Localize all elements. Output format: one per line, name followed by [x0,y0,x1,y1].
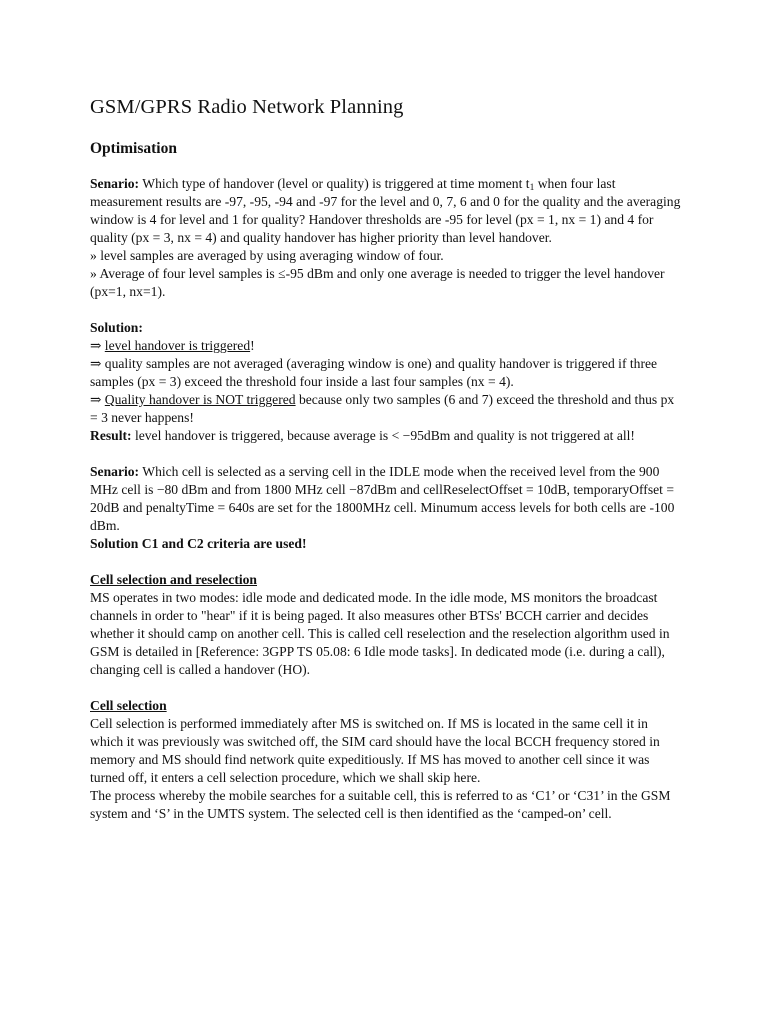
reselection-heading-line [90,571,684,589]
solution-line-3-underlined: Quality handover is NOT triggered [104,392,296,407]
result-text: level handover is triggered, because average is < −95dBm and quality is not triggered at all! [131,428,635,443]
arrow-icon: ⇒ [90,338,105,353]
scenario-1-text-a: Which type of handover (level or quality) is triggered at time moment t [139,176,530,191]
solution-line-3-tail: because only two samples (6 and 7) exceed the threshold and thus px = 3 never happens! [90,392,675,425]
result-label: Result: [90,428,132,443]
scenario-2-question [90,463,684,535]
selection-text-1: Cell selection is performed immediately after MS is switched on. If MS is located in the same cell it in which it was previously was switched off, the SIM card should have the local BCCH frequency stored in memory and MS should find network quite expeditiously. If MS has moved to another cell since it was turned off, it enters a cell selection procedure, which we shall skip here. [90,716,660,785]
selection-heading-line [90,697,684,715]
solution-line-1 [90,337,684,355]
scenario-1-question [90,175,684,247]
scenario-1-subscript: 1 [529,183,535,193]
scenario-1-bullet-1: » level samples are averaged by using averaging window of four. [90,248,444,263]
solution-result [90,427,684,445]
selection-text-2: The process whereby the mobile searches for a suitable cell, this is referred to as ‘C1’ or ‘C31’ in the GSM system and ‘S’ in the UMTS system. The selected cell is then identified as the ‘camped-on’ cell. [90,788,671,821]
document-title: GSM/GPRS Radio Network Planning [90,96,404,118]
document-page [90,92,684,823]
reselection-heading: Cell selection and reselection [90,572,257,587]
scenario-2-label: Senario: [90,464,140,479]
scenario-1-bullet-2: » Average of four level samples is ≤-95 dBm and only one average is needed to trigger the level handover (px=1, nx=1). [90,266,665,299]
solution-line-1-tail: ! [250,338,255,353]
scenario-1 [90,175,684,301]
arrow-icon: ⇒ [90,392,105,407]
solution-line-1-underlined: level handover is triggered [104,338,251,353]
section-heading-optimisation: Optimisation [90,140,177,157]
scenario-2-text: Which cell is selected as a serving cell in the IDLE mode when the received level from the 900 MHz cell is −80 dBm and from 1800 MHz cell −87dBm and cellReselectOffset = 10dB, temporaryOffset = 20dB and penaltyTime = 640s are set for the 1800MHz cell. Minumum access levels for both cells are -100 dBm. [90,464,675,533]
scenario-1-label: Senario: [90,176,140,191]
scenario-2-solution-text: Solution C1 and C2 criteria are used! [90,536,307,551]
reselection-text: MS operates in two modes: idle mode and dedicated mode. In the idle mode, MS monitors the broadcast channels in order to "hear" if it is being paged. It also measures other BTSs' BCCH carrier and decides whether it should camp on another cell. This is called cell reselection and the reselection algorithm used in GSM is detailed in [Reference: 3GPP TS 05.08: 6 Idle mode tasks]. In dedicated mode (i.e. during a call), changing cell is called a handover (HO). [90,590,670,677]
scenario-2 [90,463,684,553]
solution-line-2: ⇒ quality samples are not averaged (averaging window is one) and quality handover is triggered if three samples (px = 3) exceed the threshold four inside a last four samples (nx = 4). [90,356,658,389]
scenario-1-text-b: when four last measurement results are -97, -95, -94 and -97 for the level and 0, 7, 6 and 0 for the quality and the averaging window is 4 for level and 1 for quality? Handover thresholds are -95 for level (px = 1, nx = 1) and 4 for quality (px = 3, nx = 4) and quality handover has higher priority than level handover. [90,176,681,245]
selection-section [90,697,684,823]
solution-label-line [90,319,684,337]
scenario-2-solution [90,535,684,553]
reselection-section [90,571,684,679]
solution-block [90,319,684,445]
solution-label: Solution: [90,320,143,335]
solution-line-3 [90,391,684,427]
selection-heading: Cell selection [90,698,167,713]
